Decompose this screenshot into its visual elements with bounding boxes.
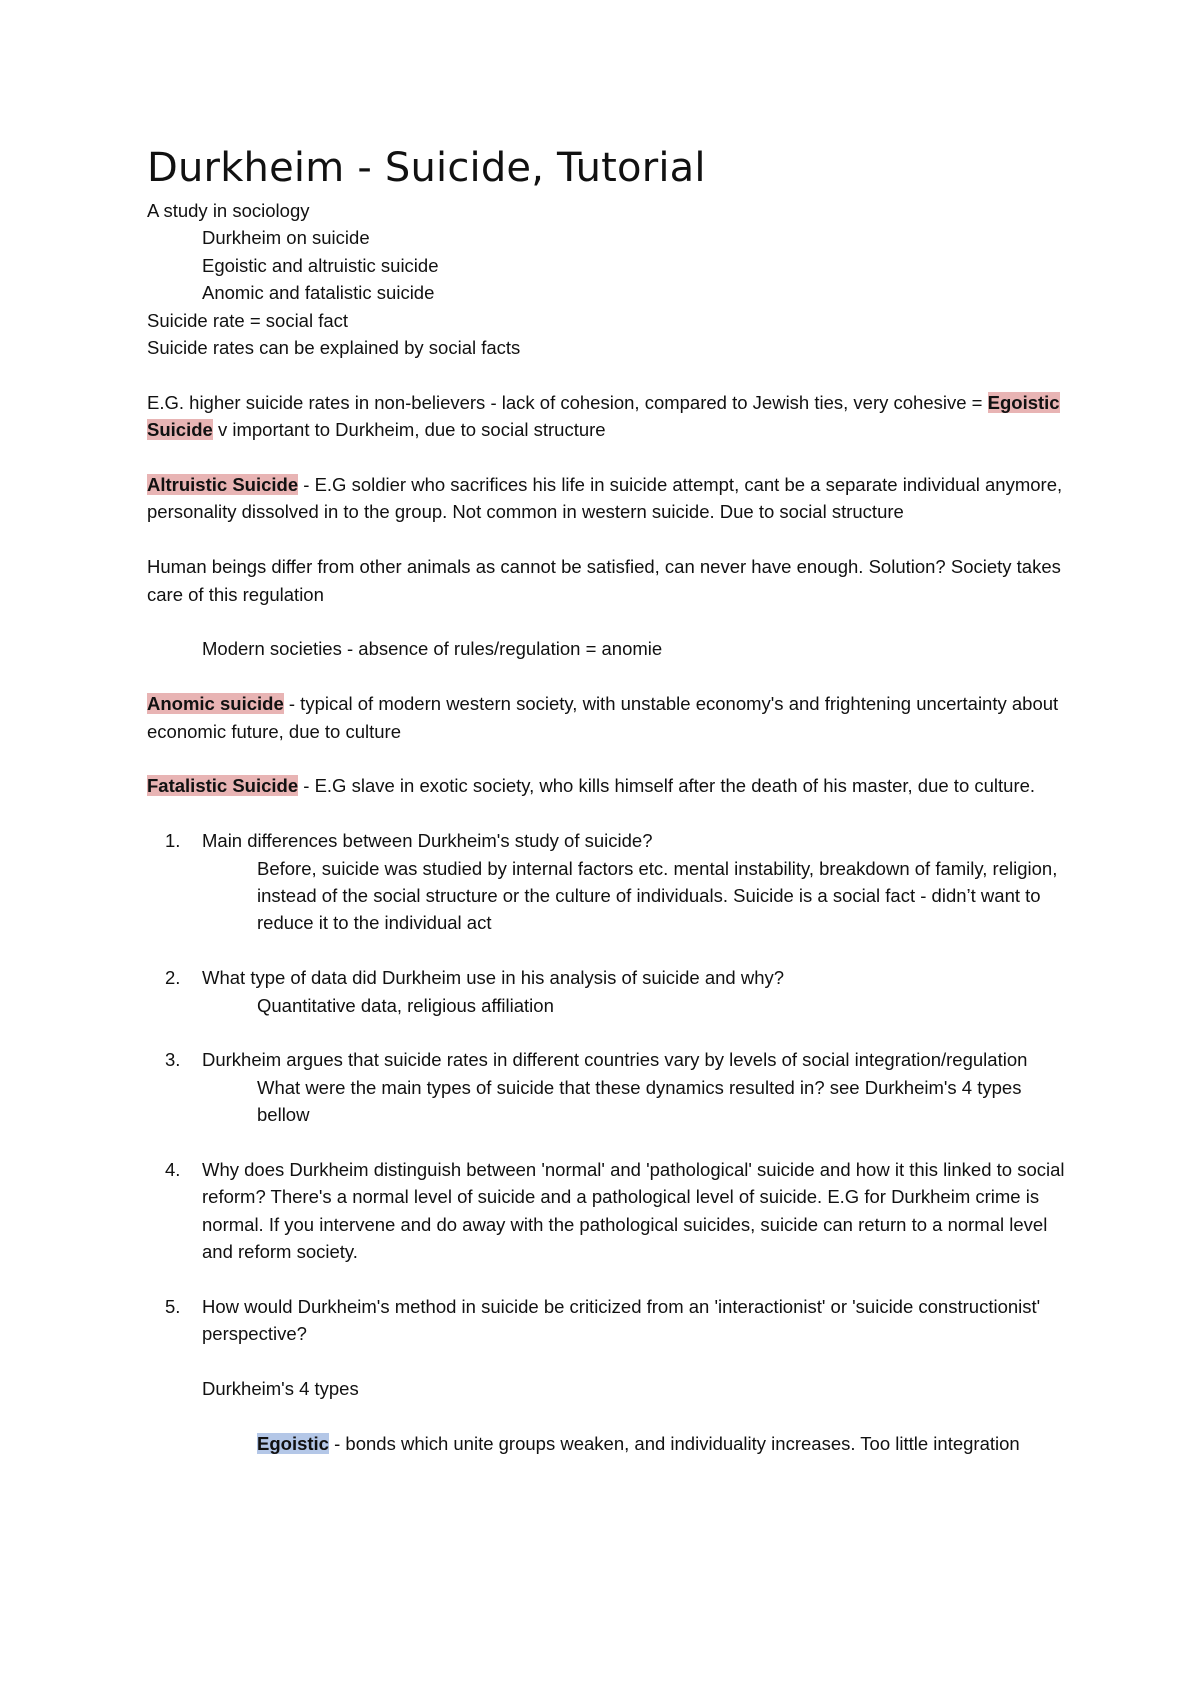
question-item <box>147 827 1077 937</box>
question-text: Main differences between Durkheim's study of suicide? <box>202 830 653 852</box>
egoistic-type-term: Egoistic <box>257 1433 329 1455</box>
human-beings-paragraph: Human beings differ from other animals as cannot be satisfied, can never have enough. Solution? Society takes care of this regulation <box>147 556 1061 605</box>
question-number: 1. <box>165 830 181 852</box>
question-text: Why does Durkheim distinguish between 'normal' and 'pathological' suicide and how it this linked to social reform? There's a normal level of suicide and a pathological level of suicide. E.G for Durkheim crime is normal. If you intervene and do away with the pathological suicides, suicide can return to a normal level and reform society. <box>202 1159 1065 1263</box>
fatalistic-text: - E.G slave in exotic society, who kills himself after the death of his master, due to culture. <box>298 775 1036 797</box>
document-body <box>147 142 1077 1457</box>
anomic-text: - typical of modern western society, with unstable economy's and frightening uncertainty about economic future, due to culture <box>147 693 1059 742</box>
question-number: 2. <box>165 967 181 989</box>
egoistic-paragraph <box>147 389 1077 444</box>
egoistic-suicide-term: Egoistic Suicide <box>147 391 1060 441</box>
intro-subline: Anomic and fatalistic suicide <box>202 282 435 304</box>
question-item <box>147 964 1077 1019</box>
question-number: 5. <box>165 1296 181 1318</box>
question-number: 3. <box>165 1049 181 1071</box>
intro-line: A study in sociology <box>147 200 310 221</box>
answer-text: Before, suicide was studied by internal factors etc. mental instability, breakdown of family, religion, instead of the social structure or the culture of individuals. Suicide is a social fact - didn’t want to reduce it to the individual act <box>257 857 1058 934</box>
question-item <box>147 1156 1077 1266</box>
altruistic-text: - E.G soldier who sacrifices his life in suicide attempt, cant be a separate individual anymore, personality dissolved in to the group. Not common in western suicide. Due to social structure <box>147 474 1063 523</box>
answer-text: What were the main types of suicide that these dynamics resulted in? see Durkheim's 4 types bellow <box>257 1076 1022 1126</box>
intro-subline: Egoistic and altruistic suicide <box>202 254 439 276</box>
question-text: How would Durkheim's method in suicide be criticized from an 'interactionist' or 'suicide constructionist' perspective? <box>202 1296 1041 1345</box>
altruistic-paragraph <box>147 471 1077 526</box>
page-title: Durkheim - Suicide, Tutorial <box>147 145 706 191</box>
question-item <box>147 1293 1077 1348</box>
egoistic-text-before: E.G. higher suicide rates in non-believers - lack of cohesion, compared to Jewish ties, very cohesive = <box>147 391 988 413</box>
fatalistic-suicide-term: Fatalistic Suicide <box>147 775 299 797</box>
question-item <box>147 1046 1077 1128</box>
modern-societies-line: Modern societies - absence of rules/regulation = anomie <box>202 638 663 660</box>
question-list <box>147 827 1077 1348</box>
egoistic-type-text: - bonds which unite groups weaken, and individuality increases. Too little integration <box>328 1433 1020 1455</box>
fatalistic-paragraph <box>147 772 1077 799</box>
types-heading: Durkheim's 4 types <box>202 1378 359 1400</box>
altruistic-suicide-term: Altruistic Suicide <box>147 474 299 496</box>
question-number: 4. <box>165 1159 181 1181</box>
intro-line: Suicide rates can be explained by social facts <box>147 337 521 359</box>
anomic-suicide-term: Anomic suicide <box>147 693 284 715</box>
answer-text: Quantitative data, religious affiliation <box>257 994 554 1016</box>
question-text: What type of data did Durkheim use in his analysis of suicide and why? <box>202 967 785 989</box>
egoistic-type-paragraph <box>147 1430 1077 1457</box>
intro-line: Suicide rate = social fact <box>147 309 349 331</box>
intro-subline: Durkheim on suicide <box>202 227 370 249</box>
egoistic-text-after: v important to Durkheim, due to social structure <box>212 419 606 441</box>
anomic-paragraph <box>147 690 1077 745</box>
question-text: Durkheim argues that suicide rates in different countries vary by levels of social integration/regulation <box>202 1049 1028 1071</box>
